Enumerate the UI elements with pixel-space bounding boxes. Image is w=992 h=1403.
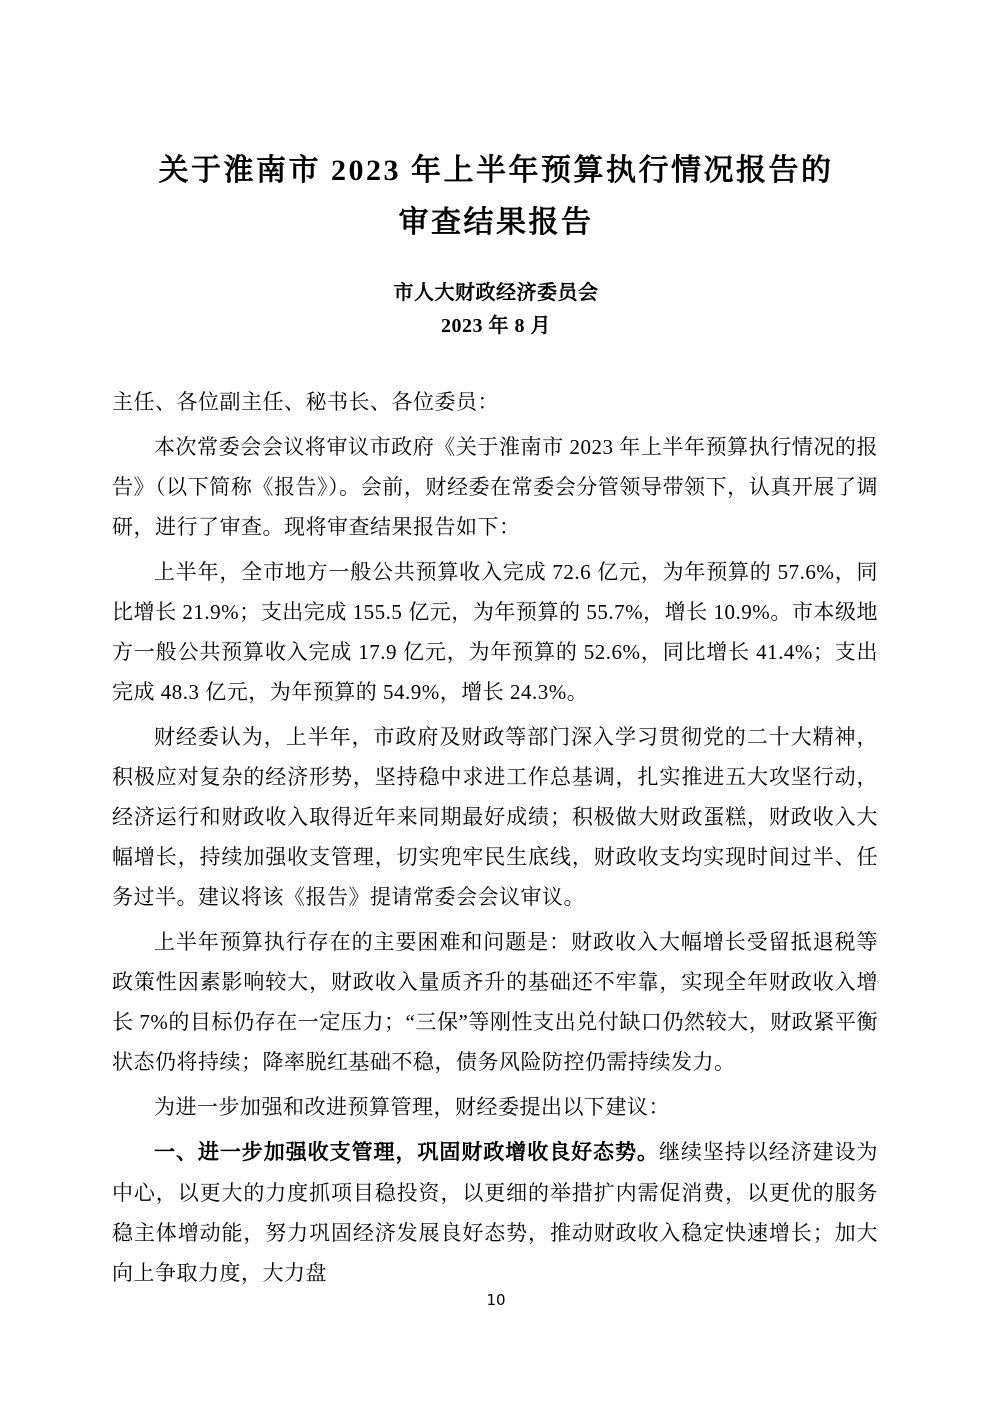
document-byline (0, 277, 992, 343)
document-author: 市人大财政经济委员会 (393, 282, 599, 304)
body-paragraph-suggestions-lead: 为进一步加强和改进预算管理，财经委提出以下建议： (154, 1095, 670, 1119)
document-title (60, 145, 932, 249)
document-date: 2023 年 8 月 (441, 315, 551, 337)
salutation-line: 主任、各位副主任、秘书长、各位委员： (112, 390, 499, 414)
page-number: 10 (486, 1291, 506, 1309)
body-paragraph-problems: 上半年预算执行存在的主要困难和问题是：财政收入大幅增长受留抵退税等政策性因素影响较大，财政收入量质齐升的基础还不牢靠，实现全年财政收入增长 7%的目标仍存在一定压力；“三保”等刚性支出兑付缺口仍然较大，财政紧平衡状态仍将持续；降率脱红基础不稳，债务风险防控仍需持续发力。 (112, 930, 878, 1074)
document-body (112, 382, 878, 1293)
recommendation-paragraph (112, 1132, 878, 1293)
body-paragraph-committee-opinion: 财经委认为，上半年，市政府及财政等部门深入学习贯彻党的二十大精神，积极应对复杂的经济形势，坚持稳中求进工作总基调，扎实推进五大攻坚行动，经济运行和财政收入取得近年来同期最好成绩；积极做大财政蛋糕，财政收入大幅增长，持续加强收支管理，切实兜牢民生底线，财政收支均实现时间过半、任务过半。建议将该《报告》提请常委会会议审议。 (112, 725, 878, 909)
recommendation-heading: 一、进一步加强收支管理，巩固财政增收良好态势。 (154, 1141, 659, 1164)
recommendation-body: 继续坚持以经济建设为中心，以更大的力度抓项目稳投资，以更细的举措扩内需促消费，以更优的服务稳主体增动能，努力巩固经济发展良好态势，推动财政收入稳定快速增长；加大向上争取力度，大力盘 (112, 1140, 878, 1285)
body-paragraph-budget-figures: 上半年，全市地方一般公共预算收入完成 72.6 亿元，为年预算的 57.6%，同比增长 21.9%；支出完成 155.5 亿元，为年预算的 55.7%，增长 10.9%。市本级地方一般公共预算收入完成 17.9 亿元，为年预算的 52.6%，同比增长 41.4%；支出完成 48.3 亿元，为年预算的 54.9%，增长 24.3%。 (112, 560, 878, 704)
page-footer (0, 1290, 992, 1310)
document-title-line2: 审查结果报告 (398, 206, 594, 239)
body-paragraph-intro: 本次常委会会议将审议市政府《关于淮南市 2023 年上半年预算执行情况的报告》（以下简称《报告》）。会前，财经委在常委会分管领导带领下，认真开展了调研，进行了审查。现将审查结果报告如下： (112, 435, 878, 539)
document-title-line1: 关于淮南市 2023 年上半年预算执行情况报告的 (158, 154, 834, 187)
